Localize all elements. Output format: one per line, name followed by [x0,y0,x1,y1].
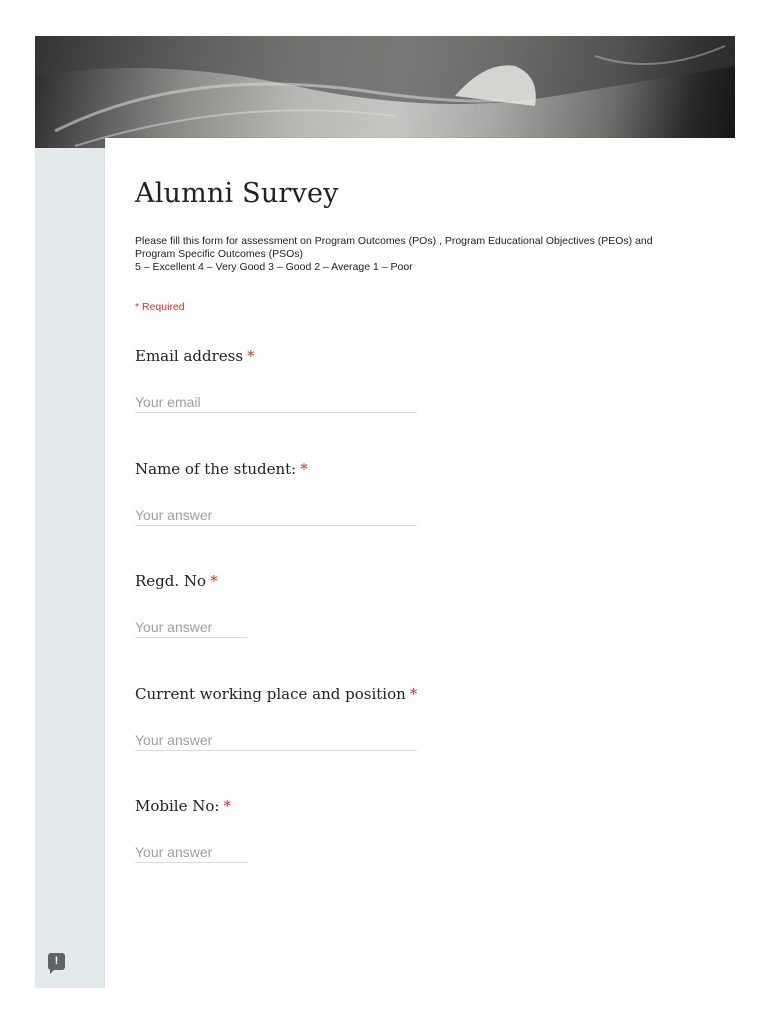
required-asterisk: * [247,347,255,365]
question-email-label [135,347,255,365]
mobile-no-field[interactable] [135,842,247,863]
report-feedback-icon[interactable]: ! [48,953,65,970]
description-line: Please fill this form for assessment on Program Outcomes (POs) , Program Educational Objectives (PEOs) and [135,235,653,247]
workplace-field[interactable] [135,730,417,751]
required-asterisk: * [409,685,418,703]
question-title: Email address [135,347,244,365]
question-mobile-label [135,797,231,815]
required-note: * Required [135,301,185,313]
description-line: Program Specific Outcomes (PSOs) [135,248,304,260]
question-student-name-label [135,460,308,478]
email-field[interactable] [135,392,417,413]
description-line: 5 – Excellent 4 – Very Good 3 – Good 2 – Average 1 – Poor [135,261,413,273]
form-card [105,138,735,988]
question-title: Name of the student: [135,460,297,478]
form-title: Alumni Survey [135,178,339,209]
required-asterisk: * [210,572,218,590]
header-banner-image [35,36,735,148]
form-description [135,235,715,274]
student-name-field[interactable] [135,505,417,526]
question-title: Regd. No [135,572,207,590]
question-title: Mobile No: [135,797,220,815]
page-background [35,36,735,988]
question-workplace-label [135,685,417,703]
question-title: Current working place and position [135,685,406,703]
regd-no-field[interactable] [135,617,247,638]
required-asterisk: * [223,797,231,815]
required-asterisk: * [300,460,308,478]
question-regd-no-label [135,572,218,590]
